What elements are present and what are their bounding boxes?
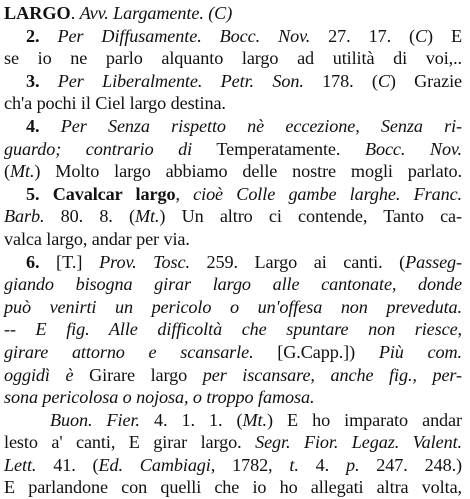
text-run: per iscansare, anche fig., per- [202,364,462,385]
text-run: E parlandone con quelli che io ho allegati altra volta, [4,477,462,498]
text-run: Ed. Cambiagi [98,454,211,475]
text-run: 4. [298,454,346,475]
text-run: ) Molto largo abbiamo delle nostre mogli parlato. [34,161,462,182]
text-run: , [175,183,194,204]
text-line [4,160,462,183]
text-run: ) Un altro ci contende, Tanto ca- [159,206,462,227]
text-run [202,71,220,91]
text-line [4,47,462,70]
text-run: 178. ( [303,70,378,91]
text-run: ) E ho imparato andar [266,409,462,430]
text-run: 2. [26,25,58,46]
text-run: p. [345,454,360,475]
text-line [4,2,462,25]
text-run: Girare largo [73,364,203,385]
text-run: Lett. [4,454,37,475]
text-run: 27. 17. ( [310,25,416,46]
text-run: 247. 248.) [359,454,462,475]
text-run: (C) [203,3,233,23]
text-line [4,386,462,409]
text-run: sona pericolosa o nojosa, o troppo famosa. [4,387,315,408]
text-line [4,92,462,115]
text-run: Per Liberalmente. [57,70,203,91]
text-run: Per Senza rispetto nè eccezione, Senza ri- [60,115,462,136]
text-run: 4. [26,115,61,136]
text-line [4,70,462,93]
text-line [4,205,462,228]
text-run: Bocc. Nov. [219,25,311,46]
text-run: può venirti un pericolo o un'offesa non preveduta. [4,296,462,317]
text-line [4,138,462,161]
text-run: 259. Largo ai canti. ( [189,251,406,272]
text-run: [T.] [56,251,100,272]
text-run: Buon. Fier. [50,409,140,430]
text-run: 41. ( [36,454,99,475]
text-run: [G.Capp.]) [253,341,379,362]
text-run: 6. [26,251,57,272]
text-run: girare attorno e scansarle. [4,341,254,362]
text-run: cioè Colle gambe larghe. Franc. [193,183,462,204]
text-line [4,431,462,454]
text-run: Per Diffusamente. [57,25,202,46]
text-run: 4. 1. 1. ( [139,409,243,430]
text-line [4,228,462,251]
text-line [4,273,462,296]
text-run: Petr. Son. [220,70,304,91]
text-run: Temperatamente. [192,138,365,159]
text-line [4,183,462,206]
text-run: ) Grazie [389,70,463,91]
text-line [4,409,462,432]
text-run: Più com. [378,341,462,362]
text-run: lesto a' canti, E girar largo. [4,432,256,453]
text-run: Bocc. Nov. [364,138,463,159]
text-line [4,476,462,499]
text-run: Mt. [134,206,160,227]
text-run: Avv. Largamente. [79,3,204,23]
text-run: 5. Cavalcar largo [26,183,176,204]
text-line [4,318,462,341]
text-run: -- E fig. Alle difficoltà che spuntare non riesce, [4,319,462,340]
text-run: Prov. Tosc. [99,251,190,272]
text-line [4,25,462,48]
text-run: LARGO [4,3,71,23]
text-line [4,364,462,387]
text-run: ch'a pochi il Ciel largo destina. [4,93,226,114]
text-run: giando bisogna girar largo alle cantonate, donde [4,274,462,295]
text-run: ( [4,161,10,182]
text-run: 3. [26,70,58,91]
text-run: valca largo, andar per via. [4,228,190,249]
text-run: Mt. [242,409,267,430]
text-run: C [415,25,428,46]
text-run: guardo; contrario di [4,138,193,159]
text-run: , 1782, [210,454,290,475]
text-run: Barb. [4,206,45,227]
text-run: Passeg- [405,251,462,272]
text-line [4,296,462,319]
text-run [202,26,220,46]
text-run: t. [289,454,299,475]
text-run: se io ne parlo alquanto largo ad utilità di voi,.. [4,48,462,69]
text-run: oggidì è [4,364,74,385]
dictionary-entry-largo [4,2,462,499]
text-run: 80. 8. ( [44,206,135,227]
text-line [4,454,462,477]
text-run: Segr. Fior. Legaz. Valent. [255,432,462,453]
text-line [4,251,462,274]
text-run: Mt. [9,161,35,182]
text-line [4,115,462,138]
text-line [4,341,462,364]
text-run: . [70,3,80,23]
text-run: ) E [427,25,463,46]
text-run: C [377,70,390,91]
